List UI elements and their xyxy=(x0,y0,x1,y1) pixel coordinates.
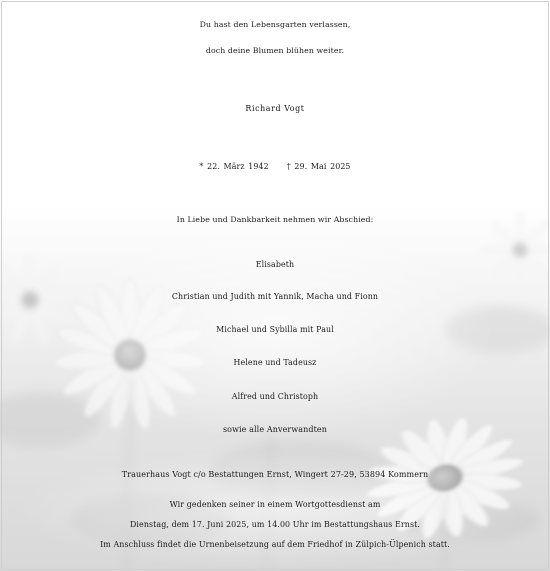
mourning-house-address: Trauerhaus Vogt c/o Bestattungen Ernst, Wingert 27-29, 53894 Kommern xyxy=(121,470,429,479)
mourner-2: Christian und Judith mit Yannik, Macha und Fionn xyxy=(171,292,379,301)
quote-line-1: Du hast den Lebensgarten verlassen, xyxy=(199,20,351,29)
mourner-4: Helene und Tadeusz xyxy=(233,358,317,367)
death-date: † 29. Mai 2025 xyxy=(286,162,351,171)
mourner-3: Michael und Sybilla mit Paul xyxy=(216,325,334,334)
mourner-5: Alfred und Christoph xyxy=(231,392,319,401)
mourner-1: Elisabeth xyxy=(255,260,295,269)
life-dates xyxy=(0,162,550,171)
farewell-line: In Liebe und Dankbarkeit nehmen wir Abschied: xyxy=(176,215,374,224)
relatives-line: sowie alle Anverwandten xyxy=(222,425,328,434)
service-line-3: Im Anschluss findet die Urnenbeisetzung auf dem Friedhof in Zülpich-Ülpenich statt. xyxy=(100,540,450,549)
deceased-name: Richard Vogt xyxy=(245,104,305,113)
birth-date: * 22. März 1942 xyxy=(199,162,269,171)
service-line-2: Dienstag, dem 17. Juni 2025, um 14.00 Uhr im Bestattungshaus Ernst. xyxy=(130,520,420,529)
quote-line-2: doch deine Blumen blühen weiter. xyxy=(205,46,345,55)
service-line-1: Wir gedenken seiner in einem Wortgottesdienst am xyxy=(169,500,381,509)
